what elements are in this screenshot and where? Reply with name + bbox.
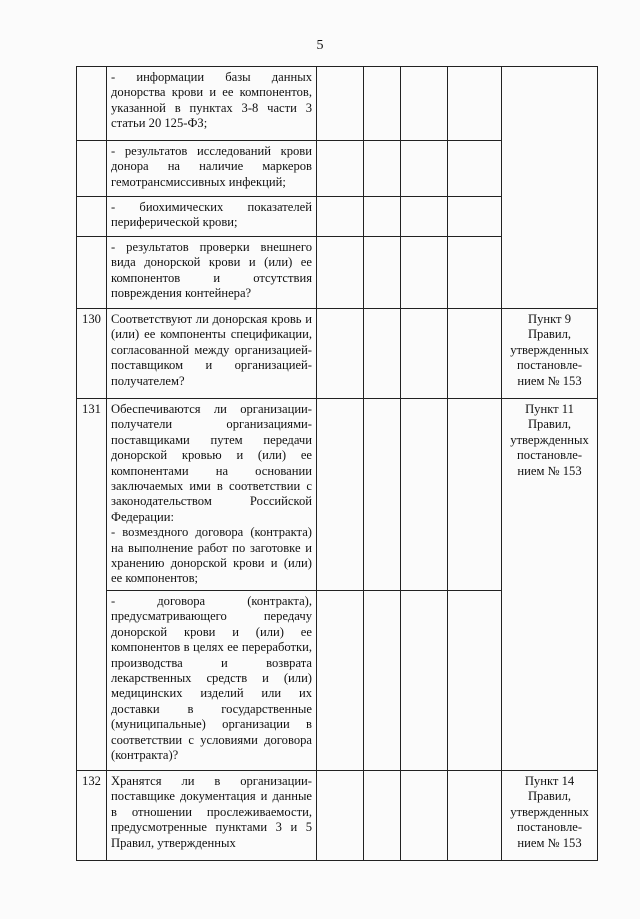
reference-cell: Пункт 14 Правил, утвержденных постановле-нием № 153 (502, 770, 598, 860)
item-number (77, 141, 107, 197)
answer-cell-no (364, 67, 401, 141)
page-number: 5 (316, 38, 324, 53)
item-number (77, 197, 107, 237)
table-row (77, 770, 598, 860)
notes-cell (448, 197, 502, 237)
reference-cell: Пункт 11 Правил, утвержденных постановле-нием № 153 (502, 399, 598, 771)
item-text (107, 399, 317, 591)
answer-cell-na (401, 309, 448, 399)
answer-cell-yes (317, 399, 364, 591)
answer-cell-na (401, 141, 448, 197)
answer-cell-no (364, 399, 401, 591)
reference-cell (502, 67, 598, 309)
answer-cell-na (401, 237, 448, 309)
item-text-intro: Обеспечиваются ли организации-получатели организациями-поставщиками путем передачи донорской кровью и (или) ее компонентами на основании заключаемых ими в соответствии с законодательством Российской Федерации: (111, 402, 312, 524)
answer-cell-na (401, 197, 448, 237)
item-number: 131 (77, 399, 107, 771)
item-number (77, 67, 107, 141)
answer-cell-na (401, 590, 448, 770)
answer-cell-na (401, 67, 448, 141)
answer-cell-no (364, 770, 401, 860)
notes-cell (448, 309, 502, 399)
notes-cell (448, 237, 502, 309)
item-text-subitem: - возмездного договора (контракта) на выполнение работ по заготовке и хранению донорской крови и (или) ее компонентов; (111, 525, 312, 586)
reference-cell: Пункт 9 Правил, утвержденных постановле-нием № 153 (502, 309, 598, 399)
checklist-table (76, 66, 598, 861)
item-number (77, 237, 107, 309)
item-text: - результатов исследований крови донора на наличие маркеров гемотрансмиссивных инфекций; (107, 141, 317, 197)
table-row (77, 67, 598, 141)
item-text: - договора (контракта), предусматривающего передачу донорской крови и (или) ее компонентов в целях ее переработки, производства и возврата лекарственных средств и (или) медицинских изделий или их доставки в государственные (муниципальные) организации в соответствии с условиями договора (контракта)? (107, 590, 317, 770)
item-text: Соответствуют ли донорская кровь и (или) ее компоненты спецификации, согласованной между организацией-поставщиком и организацией-получателем? (107, 309, 317, 399)
notes-cell (448, 590, 502, 770)
answer-cell-na (401, 770, 448, 860)
answer-cell-yes (317, 590, 364, 770)
answer-cell-no (364, 197, 401, 237)
item-text: - информации базы данных донорства крови и ее компонентов, указанной в пунктах 3-8 части 3 статьи 20 125-ФЗ; (107, 67, 317, 141)
answer-cell-yes (317, 237, 364, 309)
item-text: - результатов проверки внешнего вида донорской крови и (или) ее компонентов и отсутствия повреждения контейнера? (107, 237, 317, 309)
notes-cell (448, 399, 502, 591)
notes-cell (448, 67, 502, 141)
answer-cell-no (364, 590, 401, 770)
notes-cell (448, 141, 502, 197)
item-text: - биохимических показателей периферической крови; (107, 197, 317, 237)
answer-cell-yes (317, 770, 364, 860)
answer-cell-na (401, 399, 448, 591)
answer-cell-yes (317, 67, 364, 141)
answer-cell-yes (317, 197, 364, 237)
table-row (77, 399, 598, 591)
item-number: 132 (77, 770, 107, 860)
item-number: 130 (77, 309, 107, 399)
item-text: Хранятся ли в организации-поставщике документация и данные в отношении прослеживаемости, предусмотренные пунктами 3 и 5 Правил, утвержденных (107, 770, 317, 860)
answer-cell-yes (317, 309, 364, 399)
answer-cell-no (364, 309, 401, 399)
table-row (77, 309, 598, 399)
notes-cell (448, 770, 502, 860)
answer-cell-yes (317, 141, 364, 197)
answer-cell-no (364, 237, 401, 309)
answer-cell-no (364, 141, 401, 197)
